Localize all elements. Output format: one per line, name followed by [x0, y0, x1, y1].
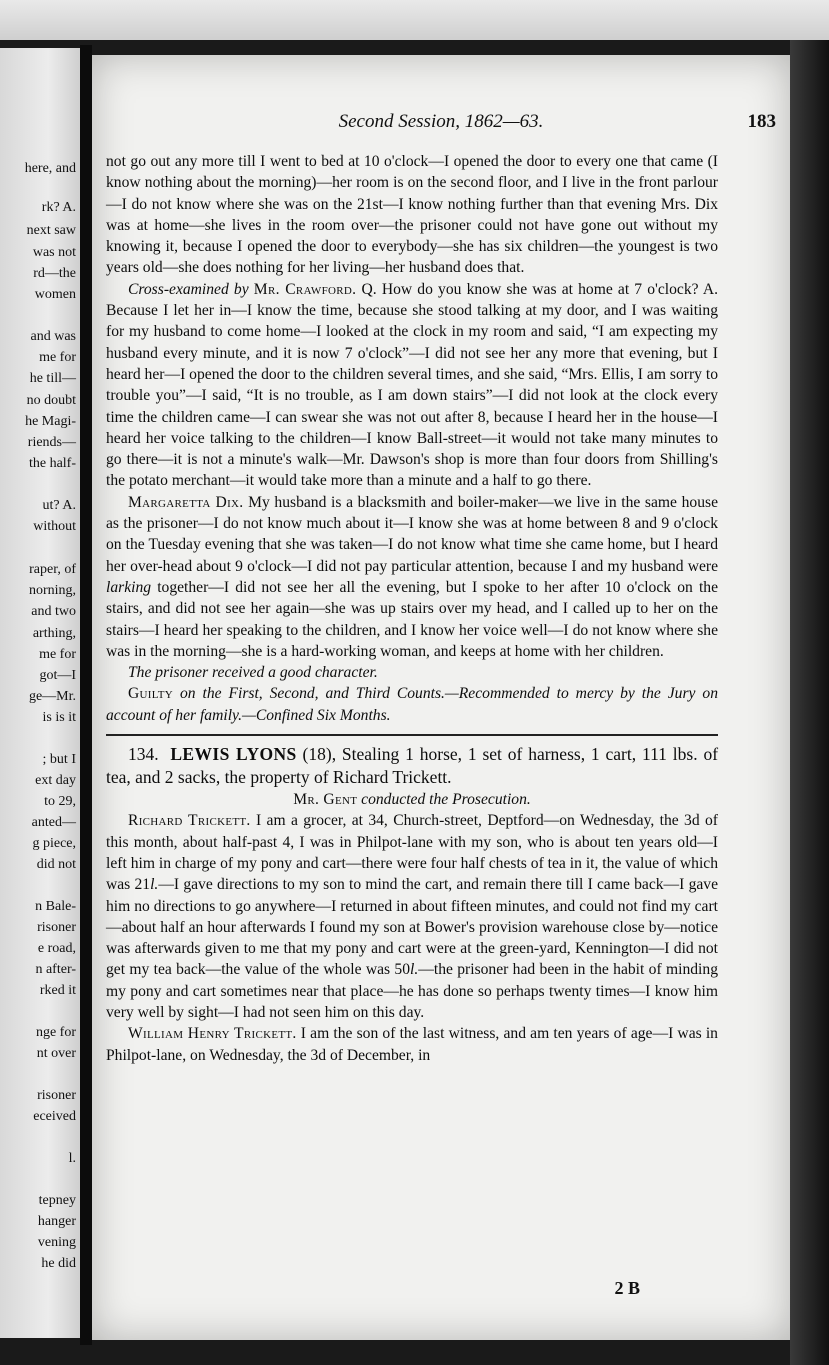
- page-number: 183: [747, 111, 776, 132]
- facing-page-fragment: to 29,: [44, 794, 76, 809]
- facing-page-fragment: arthing,: [32, 626, 76, 641]
- facing-page-fragment: n Bale-: [35, 899, 76, 914]
- facing-page-fragment: ut? A.: [42, 498, 76, 513]
- defendant-age: (18),: [302, 744, 337, 765]
- witness-name: William Henry Trickett.: [128, 1025, 297, 1043]
- witness-name: Margaretta Dix.: [128, 493, 244, 511]
- facing-page-fragment: hanger: [37, 1214, 76, 1229]
- scan-top-glare: [0, 0, 829, 40]
- facing-page-fragment: nge for: [35, 1025, 76, 1040]
- facing-page-fragment: the half-: [28, 456, 76, 471]
- facing-page-fragment: rked it: [39, 983, 76, 998]
- facing-page-fragment: anted—: [31, 815, 76, 830]
- facing-page-left: [0, 48, 80, 1338]
- facing-page-fragment: is is it: [42, 710, 76, 725]
- verdict: Guilty on the First, Second, and Third Counts.—Recommended to mercy by the Jury on account of her family.—Confined Six Months.: [106, 685, 718, 724]
- facing-page-fragment: vening: [37, 1235, 76, 1250]
- book-page: [92, 55, 790, 1340]
- facing-page-fragment: here, and: [24, 161, 76, 176]
- facing-page-fragment: n after-: [35, 962, 76, 977]
- paragraph-cross-examination: Cross-examined by Mr. Crawford. Q. How do you know she was at home at 7 o'clock? A. Because I let her in—I know the time, because she stood talking at my door, and I was waiting for my husband to come home—I looked at the clock in my room and said, “I am expecting my husband every minute, and it is now 7 o'clock”—I did not see her any more that evening, but I heard her—I opened the door to the children several times, and she said, “Mrs. Ellis, I am sorry to trouble you”—I said, “It is no trouble, as I am down stairs”—I did not look at the clock every time the children came—I can swear she was not out after 8, because I heard her in the house—I heard her voice talking to the children—I know Ball-street—it would not take many minutes to go there—it is not a minute's walk—Mr. Dawson's shop is more than four doors from Shilling's the potato merchant—it would take more than a minute and a half to go there.: [106, 280, 718, 490]
- facing-page-fragment: he Magi-: [25, 414, 76, 429]
- facing-page-fragment: without: [33, 519, 76, 534]
- facing-page-fragment: and was: [30, 329, 76, 344]
- facing-page-fragment: rd—the: [33, 266, 76, 281]
- paragraph-witness-trickett: Richard Trickett. I am a grocer, at 34, Church-street, Deptford—on Wednesday, the 3d of this month, about half-past 4, I was in Philpot-lane with my son, who is about ten years old—I left him in charge of my pony and cart—there were four half chests of tea in it, the value of which was 21l.—I gave directions to my son to mind the cart, and remain there till I came back—I gave him no directions to go anywhere—I returned in about fifteen minutes, and could not find my cart—about half an hour afterwards I found my son at Bower's provision warehouse close by—notice was afterwards given to me that my pony and cart were at the green-yard, Kennington—I did not get my tea back—the value of the whole was 50l.—the prisoner had been in the habit of minding my pony and cart sometimes near that place—he has done so perhaps twenty times—I know him very well by sight—I had not seen him on this day.: [106, 812, 718, 1021]
- facing-page-fragment: g piece,: [32, 836, 76, 851]
- facing-page-fragment: e road,: [37, 941, 76, 956]
- facing-page-fragment: he till—: [29, 371, 76, 386]
- defendant-name: LEWIS LYONS: [170, 744, 297, 765]
- counsel-name: Mr. Crawford.: [253, 280, 357, 298]
- facing-page-fragment: me for: [39, 647, 76, 662]
- facing-page-fragment: me for: [39, 350, 76, 365]
- case-charge: Stealing 1 horse, 1 set of harness, 1 cart, 111 lbs. of tea, and 2 sacks, the property of Richard Trickett.: [106, 744, 719, 788]
- facing-page-fragment: got—I: [39, 668, 76, 683]
- facing-page-fragment: women: [34, 287, 76, 302]
- facing-page-fragment: did not: [36, 857, 76, 872]
- section-divider: [106, 734, 718, 736]
- facing-page-fragment: rk? A.: [41, 200, 76, 215]
- facing-page-fragment: and two: [31, 604, 76, 619]
- facing-page-fragment: ; but I: [42, 752, 76, 767]
- paragraph-witness-dix: Margaretta Dix. My husband is a blacksmith and boiler-maker—we live in the same house as the prisoner—I do not know much about it—I know she was at home between 8 and 9 o'clock on the Tuesday evening that she was taken—I do not know what time she came home, but I heard her over-head about 9 o'clock—I did not pay particular attention, because I and my husband were larking together—I did not see her all the evening, but I spoke to her after 10 o'clock on the stairs, and did not see her again—she was up stairs over my head, and I called up to her on the stairs—I heard her speaking to the children, and I know her voice well—I do not know where she was in the morning—she is a hard-working woman, and keeps at home with her children.: [106, 493, 718, 660]
- paragraph-testimony-continued: not go out any more till I went to bed at 10 o'clock—I opened the door to every one that came (I know nothing about the morning)—her room is on the second floor, and I live in the front parlour—I do not know where she was on the 21st—I know nothing further than that evening Mrs. Dix was at home—she lives in the room over—the prisoner could not have gone out without my knowing it, because I opened the door to everybody—she has six children—the youngest is two years old—she does nothing for her living—her husband does that.: [106, 153, 718, 277]
- facing-page-fragment: he did: [41, 1256, 76, 1271]
- verdict-guilty: Guilty: [128, 685, 174, 703]
- facing-page-fragment: ext day: [35, 773, 76, 788]
- case-heading: [106, 743, 718, 789]
- facing-page-fragment: nt over: [36, 1046, 76, 1061]
- facing-page-fragment: riends—: [27, 435, 76, 450]
- facing-page-fragment: risoner: [37, 920, 76, 935]
- facing-page-fragment: ge—Mr.: [28, 689, 76, 704]
- witness-name: Richard Trickett.: [128, 812, 251, 830]
- page-text: [106, 151, 718, 1066]
- cross-examined-label: Cross-examined: [128, 280, 229, 298]
- book-edge-right: [790, 40, 829, 1365]
- running-title: Second Session, 1862—63.: [338, 111, 544, 132]
- facing-page-fragment: tepney: [38, 1193, 76, 1208]
- facing-page-fragment: risoner: [37, 1088, 76, 1103]
- character-note: The prisoner received a good character.: [128, 664, 378, 682]
- prosecution-line: Mr. Gent conducted the Prosecution.: [293, 791, 531, 809]
- facing-page-fragment: eceived: [33, 1109, 76, 1124]
- paragraph-witness-william: William Henry Trickett. I am the son of the last witness, and am ten years of age—I was in Philpot-lane, on Wednesday, the 3d of December, in: [106, 1025, 718, 1064]
- facing-page-fragment: no doubt: [26, 393, 76, 408]
- facing-page-fragment: l.: [68, 1151, 76, 1166]
- facing-page-fragment: norning,: [28, 583, 76, 598]
- facing-page-fragment: next saw: [26, 223, 76, 238]
- page-header: [92, 111, 790, 135]
- facing-page-fragment: was not: [32, 245, 76, 260]
- facing-page-fragment: raper, of: [29, 562, 76, 577]
- case-number: 134.: [128, 744, 159, 765]
- signature-mark: 2 B: [614, 1278, 640, 1298]
- book-gutter: [80, 45, 92, 1345]
